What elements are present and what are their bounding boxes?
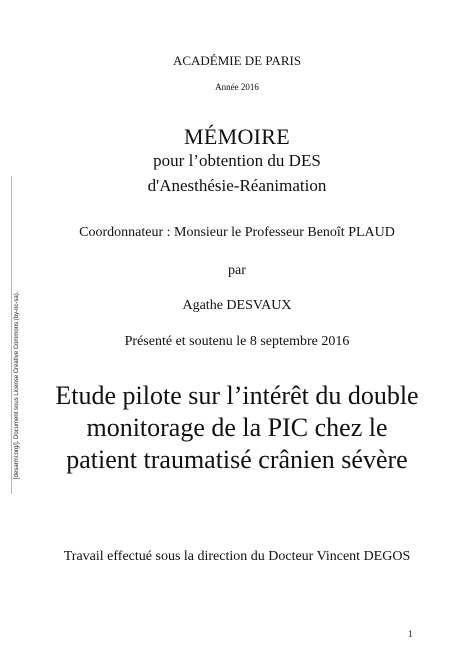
- page-number: 1: [408, 629, 413, 639]
- degree-purpose: pour l’obtention du DES: [153, 151, 321, 170]
- supervision-line: Travail effectué sous la direction du Docteur Vincent DEGOS: [63, 549, 411, 564]
- document-type: MÉMOIRE: [184, 124, 290, 149]
- license-note: [desarmi.org/]. Document sous License Creative Commons (by-nc-sa).: [14, 291, 20, 479]
- thesis-title-line: monitorage de la PIC chez le: [86, 413, 388, 442]
- coordinator-line: Coordonnateur : Monsieur le Professeur Benoît PLAUD: [79, 225, 395, 240]
- defense-date: Présenté et soutenu le 8 septembre 2016: [124, 334, 350, 349]
- degree-specialty: d'Anesthésie-Réanimation: [147, 176, 327, 195]
- academic-year: Année 2016: [215, 82, 259, 92]
- author-name: Agathe DESVAUX: [182, 298, 292, 313]
- thesis-title: [0, 380, 474, 476]
- thesis-title-line: Etude pilote sur l’intérêt du double: [55, 381, 419, 410]
- by-line: par: [228, 263, 246, 278]
- thesis-title-line: patient traumatisé crânien sévère: [66, 445, 408, 474]
- institution-name: ACADÉMIE DE PARIS: [172, 53, 302, 68]
